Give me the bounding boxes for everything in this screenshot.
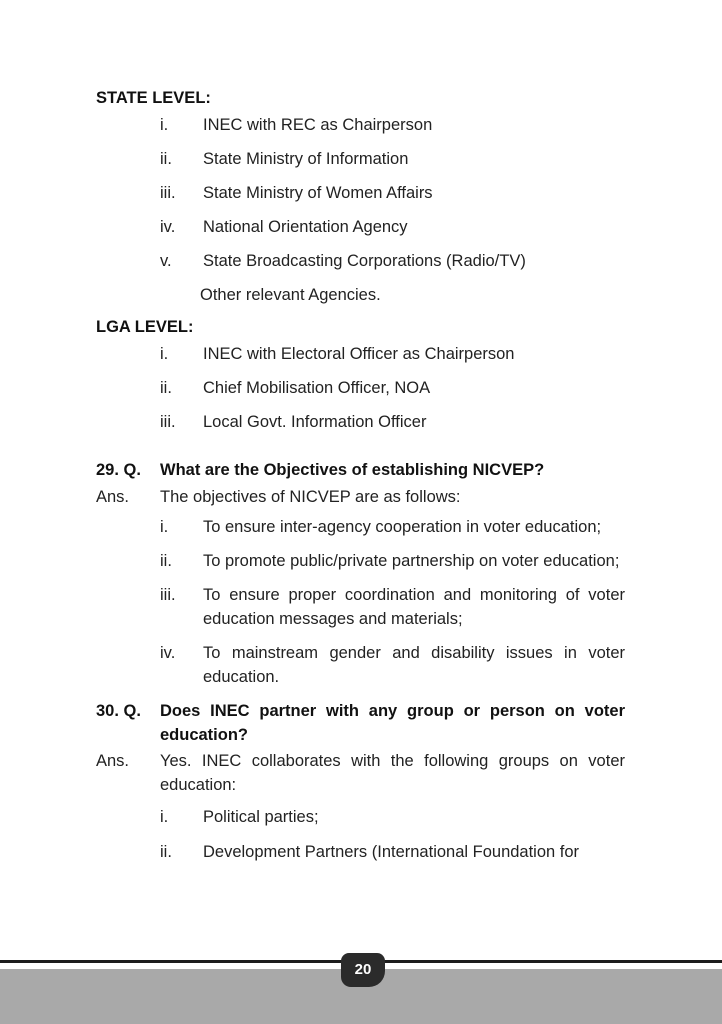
list-item-text: State Ministry of Information bbox=[203, 150, 409, 168]
list-item-text: INEC with Electoral Officer as Chairperson bbox=[203, 345, 515, 363]
list-item bbox=[160, 805, 625, 829]
list-item-text: Development Partners (International Foundation for bbox=[203, 843, 580, 861]
page-number-badge bbox=[341, 953, 385, 987]
answer-29 bbox=[96, 485, 625, 509]
list-item-numeral: i. bbox=[160, 518, 169, 536]
list-item bbox=[160, 410, 625, 434]
list-item bbox=[160, 249, 625, 273]
question-label: 29. Q. bbox=[96, 461, 141, 479]
list-item-text: State Ministry of Women Affairs bbox=[203, 184, 433, 202]
question-30 bbox=[96, 699, 625, 747]
list-item-text: To ensure inter-agency cooperation in voter education; bbox=[203, 518, 602, 536]
list-item bbox=[160, 181, 625, 205]
list-item-text: To mainstream gender and disability issues in voter education. bbox=[203, 644, 625, 686]
list-item-numeral: ii. bbox=[160, 552, 172, 570]
answer-text: Yes. INEC collaborates with the following groups on voter education: bbox=[160, 752, 625, 794]
list-item-text: INEC with REC as Chairperson bbox=[203, 116, 433, 134]
list-item-text: Chief Mobilisation Officer, NOA bbox=[203, 379, 431, 397]
list-item bbox=[160, 147, 625, 171]
list-item bbox=[160, 840, 625, 864]
list-item bbox=[160, 342, 625, 366]
list-item-numeral: ii. bbox=[160, 843, 172, 861]
question-text: What are the Objectives of establishing NICVEP? bbox=[160, 461, 545, 479]
list-item-numeral: i. bbox=[160, 808, 169, 826]
list-item-numeral: i. bbox=[160, 116, 169, 134]
list-item-numeral: ii. bbox=[160, 150, 172, 168]
list-item-numeral: ii. bbox=[160, 379, 172, 397]
question-29 bbox=[96, 458, 625, 482]
list-item-numeral: iv. bbox=[160, 218, 176, 236]
list-item-numeral: v. bbox=[160, 252, 172, 270]
list-item-numeral: iii. bbox=[160, 586, 176, 604]
list-item bbox=[160, 376, 625, 400]
list-item-text: State Broadcasting Corporations (Radio/TV) bbox=[203, 252, 526, 270]
question-label: 30. Q. bbox=[96, 702, 141, 720]
list-item bbox=[160, 641, 625, 689]
section-heading-lga-level: LGA LEVEL: bbox=[96, 318, 194, 336]
list-item-numeral: iii. bbox=[160, 184, 176, 202]
list-item-text: National Orientation Agency bbox=[203, 218, 408, 236]
section-heading-state-level: STATE LEVEL: bbox=[96, 89, 211, 107]
list-item bbox=[160, 113, 625, 137]
list-item-text: Political parties; bbox=[203, 808, 319, 826]
list-trailing-text: Other relevant Agencies. bbox=[200, 286, 381, 304]
list-item-numeral: iii. bbox=[160, 413, 176, 431]
list-item bbox=[160, 515, 625, 539]
question-text: Does INEC partner with any group or person on voter education? bbox=[160, 702, 625, 744]
answer-label: Ans. bbox=[96, 488, 130, 506]
answer-30 bbox=[96, 749, 625, 797]
answer-text: The objectives of NICVEP are as follows: bbox=[160, 488, 461, 506]
list-item-text: Local Govt. Information Officer bbox=[203, 413, 427, 431]
list-item-numeral: i. bbox=[160, 345, 169, 363]
page-content bbox=[96, 86, 625, 864]
list-item bbox=[160, 215, 625, 239]
list-item-text: To promote public/private partnership on voter education; bbox=[203, 552, 620, 570]
list-item bbox=[160, 583, 625, 631]
list-item bbox=[160, 549, 625, 573]
page-number: 20 bbox=[354, 961, 372, 978]
list-item-numeral: iv. bbox=[160, 644, 176, 662]
answer-label: Ans. bbox=[96, 752, 130, 770]
list-item-text: To ensure proper coordination and monitoring of voter education messages and materials; bbox=[203, 586, 625, 628]
